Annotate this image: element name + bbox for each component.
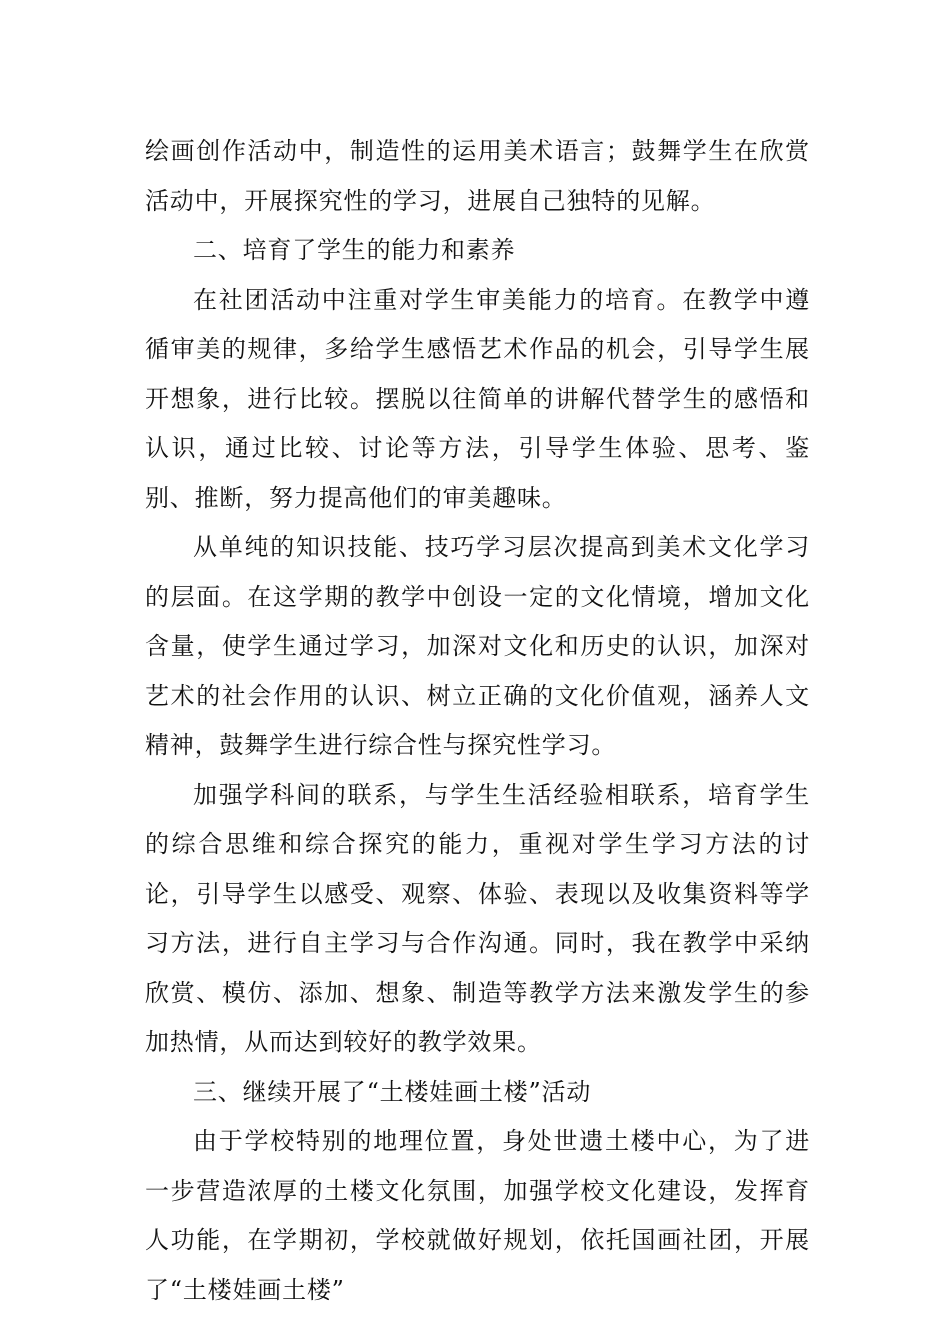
document-body — [145, 127, 810, 1315]
paragraph-continuation: 绘画创作活动中，制造性的运用美术语言；鼓舞学生在欣赏活动中，开展探究性的学习，进展自己独特的见解。 — [145, 137, 810, 215]
paragraph-tulou-activity: 由于学校特别的地理位置，身处世遗土楼中心，为了进一步营造浓厚的土楼文化氛围，加强学校文化建设，发挥育人功能，在学期初，学校就做好规划，依托国画社团，开展了“土楼娃画土楼” — [145, 1127, 810, 1304]
paragraph-art-culture: 从单纯的知识技能、技巧学习层次提高到美术文化学习的层面。在这学期的教学中创设一定的文化情境，增加文化含量，使学生通过学习，加深对文化和历史的认识，加深对艺术的社会作用的认识、树立正确的文化价值观，涵养人文精神，鼓舞学生进行综合性与探究性学习。 — [145, 533, 810, 759]
paragraph-interdisciplinary: 加强学科间的联系，与学生生活经验相联系，培育学生的综合思维和综合探究的能力，重视对学生学习方法的讨论，引导学生以感受、观察、体验、表现以及收集资料等学习方法，进行自主学习与合作沟通。同时，我在教学中采纳欣赏、模仿、添加、想象、制造等教学方法来激发学生的参加热情，从而达到较好的教学效果。 — [145, 780, 810, 1056]
section-heading-2: 二、培育了学生的能力和素养 — [193, 236, 516, 264]
paragraph-aesthetic-ability: 在社团活动中注重对学生审美能力的培育。在教学中遵循审美的规律，多给学生感悟艺术作品的机会，引导学生展开想象，进行比较。摆脱以往简单的讲解代替学生的感悟和认识，通过比较、讨论等方法，引导学生体验、思考、鉴别、推断，努力提高他们的审美趣味。 — [145, 285, 810, 512]
section-heading-3: 三、继续开展了“土楼娃画土楼”活动 — [193, 1077, 592, 1106]
